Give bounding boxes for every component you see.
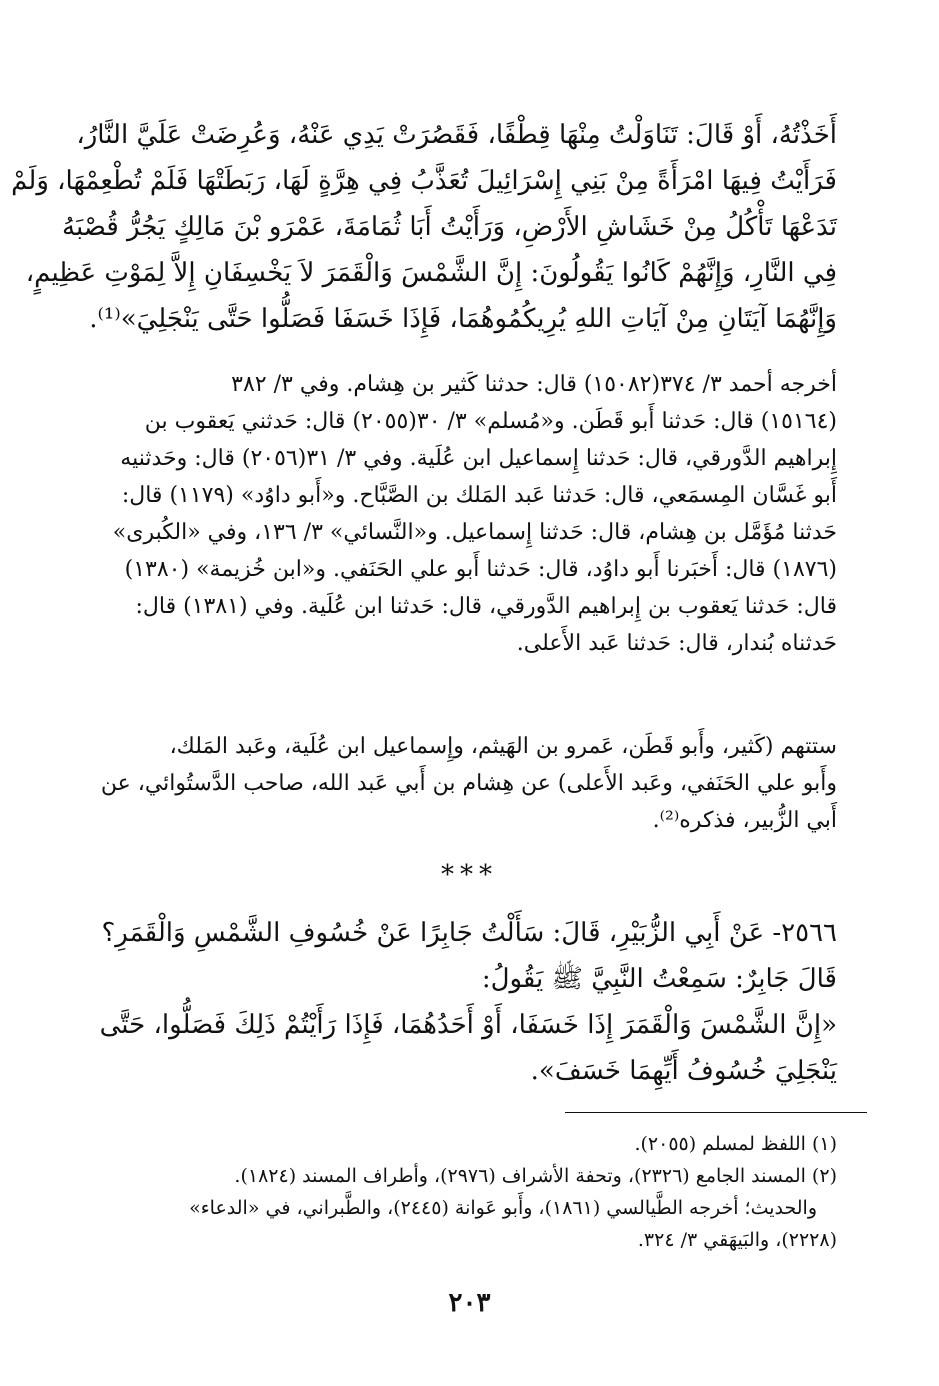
takhrij-line: حَدثنا مُؤَمَّل بن هِشام، قال: حَدثنا إِسماعيل. و«النَّسائي» ٣/ ١٣٦، وفي «الكُبرى» <box>112 520 837 545</box>
takhrij-line: إِبراهيم الدَّورقي، قال: حَدثنا إِسماعيل ابن عُلَية. وفي ٣/ ٣١(٢٠٥٦) قال: وحَدثنيه <box>120 446 837 471</box>
takhrij-line: (١٨٧٦) قال: أَخبَرنا أَبو داوُد، قال: حَدثنا أَبو علي الحَنَفي. و«ابن خُزيمة» (١٣٨٠) <box>124 557 837 582</box>
takhrij-line: قال: حَدثنا يَعقوب بن إِبراهيم الدَّورقي، قال: حَدثنا ابن عُلَية. وفي (١٣٨١) قال: <box>135 594 837 619</box>
summary-paragraph <box>100 728 837 839</box>
takhrij-line: (١٥١٦٤) قال: حَدثنا أَبو قَطَن. و«مُسلم» ٣/ ٣٠(٢٠٥٥) قال: حَدثني يَعقوب بن <box>144 409 837 434</box>
hadith-line: أَخَذْتُهُ، أَوْ قَالَ: تَنَاوَلْتُ مِنْهَا قِطْفًا، فَقَصُرَتْ يَدِي عَنْهُ، وَعُرِضَتْ عَلَيَّ النَّارُ، <box>76 120 837 150</box>
hadith-line: ٢٥٦٦- عَنْ أَبِي الزُّبَيْرِ، قَالَ: سَأَلْتُ جَابِرًا عَنْ خُسُوفِ الشَّمْسِ وَالْقَمَرِ؟ <box>101 918 837 948</box>
section-separator-stars: *** <box>441 860 498 890</box>
hadith-line: فَرَأَيْتُ فِيهَا امْرَأَةً مِنْ بَنِي إِسْرَائِيلَ تُعَذَّبُ فِي هِرَّةٍ لَهَا، رَبَطَتْهَا فَلَمْ تُطْعِمْهَا، وَلَمْ <box>11 166 837 196</box>
summary-line: ستتهم (كَثير، وأَبو قَطَن، عَمرو بن الهَيثم، وإِسماعيل ابن عُلَية، وعَبد المَلك، <box>169 734 837 759</box>
hadith-continuation <box>11 112 837 342</box>
hadith-line: تَدَعْهَا تَأْكُلُ مِنْ خَشَاشِ الأَرْضِ، وَرَأَيْتُ أَبَا ثُمَامَةَ، عَمْرَو بْنَ مَالِكٍ يَجُرُّ قُصْبَهُ <box>62 212 837 242</box>
footnotes <box>125 1128 837 1256</box>
hadith-line: «إِنَّ الشَّمْسَ وَالْقَمَرَ إِذَا خَسَفَا، أَوْ أَحَدُهُمَا، فَإِذَا رَأَيْتُمْ ذَلِكَ فَصَلُّوا، حَتَّى <box>99 1010 837 1040</box>
footnote-2-continued: والحديث؛ أخرجه الطَّيالسي (١٨٦١)، وأَبو عَوانة (٢٤٤٥)، والطَّبراني، في «الدعاء» <box>189 1197 817 1219</box>
summary-line: أَبي الزُّبير، فذكره⁽²⁾. <box>652 808 837 833</box>
takhrij-line: أخرجه أحمد ٣/ ٣٧٤(١٥٠٨٢) قال: حدثنا كَثير بن هِشام. وفي ٣/ ٣٨٢ <box>231 372 837 397</box>
takhrij-line: أَبو غَسَّان المِسمَعي، قال: حَدثنا عَبد المَلك بن الصَّبَّاح. و«أَبو داوُد» (١١٧٩) قال: <box>121 483 837 508</box>
hadith-line: يَنْجَلِيَ خُسُوفُ أَيِّهِمَا خَسَفَ». <box>530 1056 837 1086</box>
hadith-line: وَإِنَّهُمَا آيَتَانِ مِنْ آيَاتِ اللهِ يُرِيكُمُوهُمَا، فَإِذَا خَسَفَا فَصَلُّوا حَتَّى يَنْجَلِيَ»⁽¹⁾. <box>89 304 837 334</box>
footnote-2-continued: (٢٢٢٨)، والبَيهَقي ٣/ ٣٢٤. <box>637 1229 837 1251</box>
takhrij-line: حَدثناه بُندار، قال: حَدثنا عَبد الأَعلى. <box>516 631 837 656</box>
footnote-1: (١) اللفظ لمسلم (٢٠٥٥). <box>634 1133 837 1155</box>
page-number: ٢٠٣ <box>448 1288 491 1318</box>
hadith-2566 <box>99 910 837 1094</box>
takhrij-paragraph <box>112 366 837 662</box>
hadith-line: قَالَ جَابِرٌ: سَمِعْتُ النَّبِيَّ ﷺ يَقُولُ: <box>481 964 837 994</box>
footnote-separator <box>565 1112 867 1113</box>
footnote-2: (٢) المسند الجامع (٢٣٢٦)، وتحفة الأشراف (٢٩٧٦)، وأطراف المسند (١٨٢٤). <box>234 1165 837 1187</box>
hadith-line: فِي النَّارِ، وَإِنَّهُمْ كَانُوا يَقُولُونَ: إِنَّ الشَّمْسَ وَالْقَمَرَ لاَ يَخْسِفَانِ إِلاَّ لِمَوْتِ عَظِيمٍ، <box>25 258 837 288</box>
summary-line: وأَبو علي الحَنَفي، وعَبد الأَعلى) عن هِشام بن أَبي عَبد الله، صاحب الدَّستُوائي، عن <box>100 771 837 796</box>
